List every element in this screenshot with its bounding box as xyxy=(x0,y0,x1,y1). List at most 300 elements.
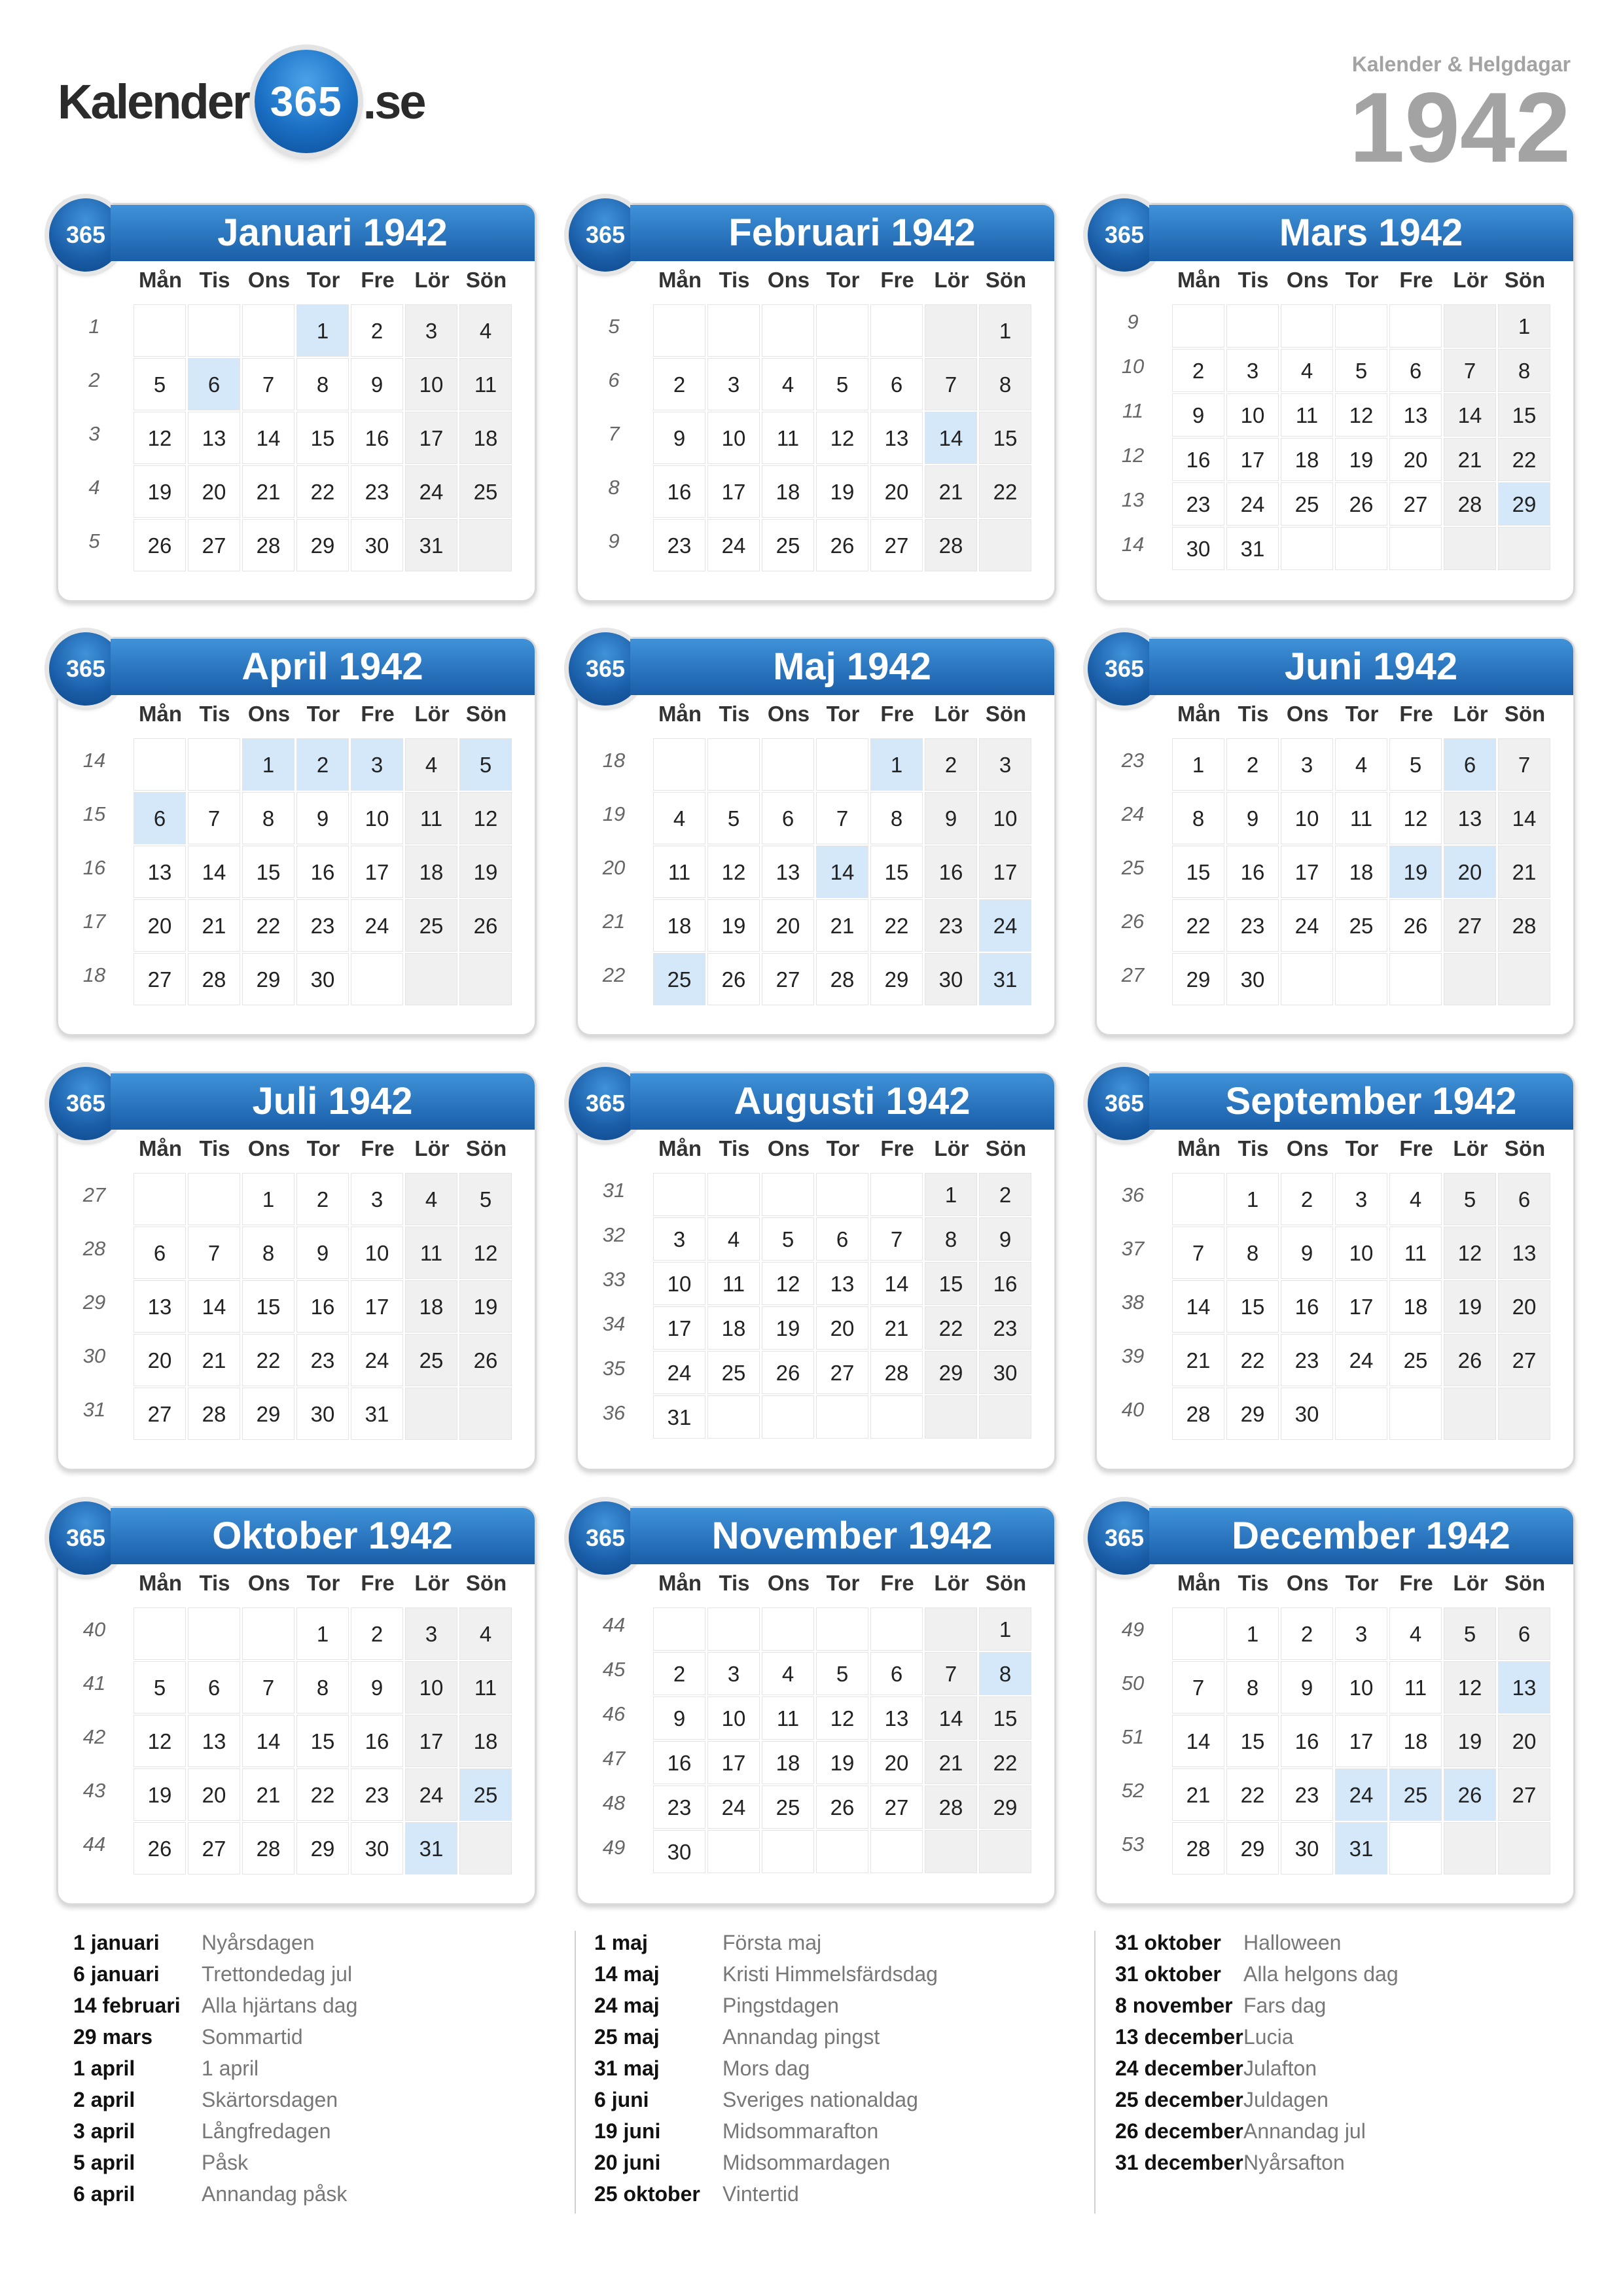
day-cell: 6 xyxy=(1498,1607,1550,1660)
day-cell: 14 xyxy=(870,1262,923,1305)
day-cell: 27 xyxy=(1498,1768,1550,1821)
weekday-header: Tor xyxy=(1345,1571,1379,1595)
day-cell: 21 xyxy=(925,1741,977,1784)
holiday-day-cell: 1 xyxy=(242,738,294,791)
holiday-date: 2 april xyxy=(73,2088,135,2111)
day-cell: 20 xyxy=(870,465,923,518)
holiday-day-cell: 1 xyxy=(296,304,349,357)
day-cell: 3 xyxy=(405,304,457,357)
month-title: September 1942 xyxy=(1149,1073,1573,1130)
day-cell: 4 xyxy=(653,792,705,844)
weekday-header: Fre xyxy=(880,702,914,726)
day-cell: 11 xyxy=(1389,1227,1442,1279)
day-cell: 28 xyxy=(242,519,294,571)
day-cell: 14 xyxy=(242,1715,294,1767)
empty-day-cell xyxy=(1226,304,1279,348)
page-header-right xyxy=(1349,52,1571,183)
month-title: Mars 1942 xyxy=(1149,205,1573,261)
holiday-day-cell: 20 xyxy=(1444,846,1496,898)
week-number: 32 xyxy=(602,1223,626,1246)
day-cell: 17 xyxy=(979,846,1031,898)
logo-word: Kalender xyxy=(58,74,249,129)
day-cell: 16 xyxy=(1226,846,1279,898)
day-cell: 3 xyxy=(653,1217,705,1261)
month-badge: 365 xyxy=(1088,1501,1161,1575)
day-cell: 24 xyxy=(1335,1334,1387,1386)
weekday-header: Ons xyxy=(1286,268,1329,292)
weekday-header: Ons xyxy=(247,702,291,726)
day-cell: 22 xyxy=(979,1741,1031,1784)
day-cell: 11 xyxy=(653,846,705,898)
day-cell: 1 xyxy=(925,1173,977,1216)
day-cell: 26 xyxy=(816,519,868,571)
day-cell: 4 xyxy=(405,1173,457,1225)
day-cell: 19 xyxy=(762,1306,814,1350)
holiday-entry xyxy=(73,1994,357,2025)
day-cell: 19 xyxy=(459,846,512,898)
day-cell: 5 xyxy=(134,358,186,410)
empty-day-cell xyxy=(459,519,512,571)
week-number: 3 xyxy=(88,422,100,445)
day-cell: 10 xyxy=(1335,1661,1387,1713)
day-cell: 29 xyxy=(979,1785,1031,1829)
day-cell: 7 xyxy=(242,358,294,410)
empty-day-cell xyxy=(134,304,186,357)
day-cell: 5 xyxy=(707,792,760,844)
month-block xyxy=(56,203,537,602)
weekday-header: Fre xyxy=(1399,1136,1433,1160)
holiday-date: 14 februari xyxy=(73,1994,181,2017)
day-cell: 1 xyxy=(979,304,1031,357)
day-cell: 1 xyxy=(1172,738,1224,791)
weekday-header: Lör xyxy=(934,268,969,292)
day-cell: 31 xyxy=(405,519,457,571)
day-cell: 30 xyxy=(653,1830,705,1873)
day-cell: 10 xyxy=(979,792,1031,844)
day-cell: 7 xyxy=(242,1661,294,1713)
day-cell: 19 xyxy=(816,465,868,518)
empty-day-cell xyxy=(816,1173,868,1216)
day-cell: 20 xyxy=(134,899,186,952)
empty-day-cell xyxy=(134,1173,186,1225)
day-cell: 12 xyxy=(1444,1661,1496,1713)
weekday-header: Tis xyxy=(719,1571,750,1595)
day-cell: 28 xyxy=(870,1351,923,1394)
day-cell: 28 xyxy=(188,1388,240,1440)
day-cell: 16 xyxy=(351,412,403,464)
day-cell: 12 xyxy=(134,412,186,464)
holiday-entry xyxy=(73,1962,357,1994)
site-logo[interactable] xyxy=(58,46,425,157)
empty-day-cell xyxy=(242,304,294,357)
holiday-name: Nyårsdagen xyxy=(202,1931,315,1954)
week-number: 17 xyxy=(82,910,106,933)
weekday-header: Mån xyxy=(139,702,182,726)
day-cell: 8 xyxy=(1498,349,1550,392)
holiday-day-cell: 3 xyxy=(351,738,403,791)
day-cell: 8 xyxy=(925,1217,977,1261)
holiday-entry xyxy=(73,2119,357,2151)
holiday-day-cell: 6 xyxy=(188,358,240,410)
empty-day-cell xyxy=(134,1607,186,1660)
empty-day-cell xyxy=(707,1830,760,1873)
week-number: 33 xyxy=(602,1268,626,1291)
empty-day-cell xyxy=(870,1607,923,1651)
week-number: 45 xyxy=(602,1658,626,1681)
empty-day-cell xyxy=(816,1830,868,1873)
day-cell: 24 xyxy=(1281,899,1333,952)
logo-domain: .se xyxy=(363,74,425,129)
week-number: 43 xyxy=(82,1779,106,1802)
holiday-day-cell: 6 xyxy=(134,792,186,844)
day-cell: 4 xyxy=(762,1652,814,1695)
day-cell: 19 xyxy=(1335,438,1387,481)
day-cell: 21 xyxy=(1498,846,1550,898)
holiday-entry xyxy=(1115,2088,1399,2119)
weekday-header: Sön xyxy=(465,268,507,292)
month-block xyxy=(576,1071,1056,1471)
day-cell: 29 xyxy=(1226,1822,1279,1874)
month-title: Juni 1942 xyxy=(1149,639,1573,695)
day-cell: 11 xyxy=(405,792,457,844)
day-cell: 27 xyxy=(870,1785,923,1829)
day-cell: 19 xyxy=(134,465,186,518)
day-cell: 3 xyxy=(1281,738,1333,791)
holiday-entry xyxy=(594,1994,938,2025)
weekday-header-row xyxy=(1097,1571,1573,1600)
day-cell: 7 xyxy=(925,358,977,410)
holiday-name: Sommartid xyxy=(202,2025,303,2049)
day-cell: 25 xyxy=(1389,1334,1442,1386)
day-cell: 10 xyxy=(707,412,760,464)
month-block xyxy=(56,1071,537,1471)
day-cell: 10 xyxy=(1226,393,1279,437)
empty-day-cell xyxy=(1335,953,1387,1005)
day-cell: 27 xyxy=(1444,899,1496,952)
empty-day-cell xyxy=(459,1388,512,1440)
weekday-header: Tor xyxy=(826,1571,860,1595)
day-cell: 6 xyxy=(870,358,923,410)
day-cell: 4 xyxy=(1389,1607,1442,1660)
day-cell: 26 xyxy=(816,1785,868,1829)
page-year: 1942 xyxy=(1349,72,1571,183)
day-cell: 20 xyxy=(188,1768,240,1821)
week-number: 23 xyxy=(1121,749,1145,772)
week-number: 22 xyxy=(602,963,626,986)
day-cell: 5 xyxy=(762,1217,814,1261)
empty-day-cell xyxy=(405,953,457,1005)
empty-day-cell xyxy=(351,953,403,1005)
day-cell: 19 xyxy=(134,1768,186,1821)
empty-day-cell xyxy=(1335,1388,1387,1440)
empty-day-cell xyxy=(1172,1607,1224,1660)
day-cell: 2 xyxy=(1172,349,1224,392)
weekday-header: Tor xyxy=(1345,268,1379,292)
day-cell: 5 xyxy=(1389,738,1442,791)
empty-day-cell xyxy=(1172,304,1224,348)
weekday-header: Ons xyxy=(767,1571,810,1595)
day-cell: 12 xyxy=(816,1696,868,1740)
day-cell: 22 xyxy=(979,465,1031,518)
month-title: November 1942 xyxy=(630,1508,1054,1564)
weekday-header-row xyxy=(1097,1136,1573,1165)
day-cell: 31 xyxy=(653,1395,705,1439)
weekday-header: Tis xyxy=(1238,1571,1269,1595)
day-cell: 26 xyxy=(1389,899,1442,952)
day-cell: 22 xyxy=(296,465,349,518)
week-number: 40 xyxy=(82,1618,106,1641)
day-cell: 5 xyxy=(1444,1173,1496,1225)
day-cell: 4 xyxy=(405,738,457,791)
day-cell: 20 xyxy=(1389,438,1442,481)
empty-day-cell xyxy=(762,1395,814,1439)
holiday-entry xyxy=(594,1962,938,1994)
day-cell: 11 xyxy=(1281,393,1333,437)
day-cell: 7 xyxy=(816,792,868,844)
empty-day-cell xyxy=(979,519,1031,571)
day-cell: 15 xyxy=(979,412,1031,464)
day-cell: 8 xyxy=(296,358,349,410)
day-cell: 15 xyxy=(242,1280,294,1333)
day-cell: 15 xyxy=(979,1696,1031,1740)
day-cell: 1 xyxy=(1226,1607,1279,1660)
empty-day-cell xyxy=(1389,1388,1442,1440)
empty-day-cell xyxy=(653,1173,705,1216)
holiday-name: Långfredagen xyxy=(202,2119,331,2143)
day-cell: 23 xyxy=(296,899,349,952)
day-cell: 9 xyxy=(925,792,977,844)
day-cell: 17 xyxy=(1226,438,1279,481)
day-cell: 11 xyxy=(459,358,512,410)
holiday-day-cell: 14 xyxy=(925,412,977,464)
holiday-date: 31 oktober xyxy=(1115,1962,1221,1986)
day-cell: 19 xyxy=(816,1741,868,1784)
empty-day-cell xyxy=(1335,527,1387,570)
month-title: Augusti 1942 xyxy=(630,1073,1054,1130)
day-cell: 16 xyxy=(979,1262,1031,1305)
day-cell: 16 xyxy=(1281,1715,1333,1767)
week-number: 19 xyxy=(602,802,626,825)
day-cell: 8 xyxy=(296,1661,349,1713)
day-cell: 4 xyxy=(1389,1173,1442,1225)
day-cell: 21 xyxy=(1172,1768,1224,1821)
holiday-entry xyxy=(1115,2119,1399,2151)
holiday-date: 29 mars xyxy=(73,2025,152,2049)
day-cell: 22 xyxy=(1172,899,1224,952)
day-cell: 14 xyxy=(1172,1715,1224,1767)
weekday-header: Mån xyxy=(658,268,702,292)
empty-day-cell xyxy=(870,1395,923,1439)
month-title: Oktober 1942 xyxy=(111,1508,535,1564)
weekday-header-row xyxy=(58,268,535,296)
day-cell: 23 xyxy=(925,899,977,952)
day-cell: 14 xyxy=(242,412,294,464)
weekday-header: Ons xyxy=(1286,1136,1329,1160)
day-cell: 11 xyxy=(762,412,814,464)
day-cell: 10 xyxy=(351,792,403,844)
holiday-entry xyxy=(1115,2056,1399,2088)
weekday-header: Ons xyxy=(767,1136,810,1160)
weekday-header: Sön xyxy=(465,1571,507,1595)
month-block xyxy=(1095,203,1575,602)
day-cell: 1 xyxy=(979,1607,1031,1651)
month-title: Februari 1942 xyxy=(630,205,1054,261)
weekday-header: Ons xyxy=(247,268,291,292)
day-cell: 28 xyxy=(816,953,868,1005)
holiday-day-cell: 31 xyxy=(405,1822,457,1874)
holiday-entry xyxy=(1115,1962,1399,1994)
day-cell: 5 xyxy=(816,1652,868,1695)
day-cell: 26 xyxy=(459,1334,512,1386)
day-cell: 18 xyxy=(459,1715,512,1767)
weekday-header: Sön xyxy=(985,1571,1027,1595)
holiday-entry xyxy=(594,1931,938,1962)
empty-day-cell xyxy=(1498,1822,1550,1874)
day-cell: 13 xyxy=(1389,393,1442,437)
day-cell: 7 xyxy=(870,1217,923,1261)
day-cell: 19 xyxy=(459,1280,512,1333)
weekday-header: Mån xyxy=(139,1136,182,1160)
week-number: 40 xyxy=(1121,1398,1145,1421)
holiday-entry xyxy=(594,2151,938,2182)
day-cell: 22 xyxy=(1498,438,1550,481)
month-badge: 365 xyxy=(49,1067,122,1140)
day-cell: 8 xyxy=(979,358,1031,410)
weekday-header: Tor xyxy=(1345,1136,1379,1160)
day-cell: 5 xyxy=(816,358,868,410)
weekday-header: Sön xyxy=(1504,702,1546,726)
weekday-header: Ons xyxy=(767,268,810,292)
month-block xyxy=(1095,637,1575,1036)
week-number: 44 xyxy=(602,1613,626,1636)
holiday-day-cell: 26 xyxy=(1444,1768,1496,1821)
day-cell: 17 xyxy=(1335,1280,1387,1333)
day-cell: 16 xyxy=(925,846,977,898)
day-cell: 4 xyxy=(707,1217,760,1261)
day-cell: 9 xyxy=(1172,393,1224,437)
day-cell: 18 xyxy=(653,899,705,952)
month-badge: 365 xyxy=(569,1501,642,1575)
holiday-name: Påsk xyxy=(202,2151,249,2174)
week-number: 34 xyxy=(602,1312,626,1335)
day-cell: 8 xyxy=(1226,1661,1279,1713)
day-cell: 21 xyxy=(925,465,977,518)
day-cell: 23 xyxy=(351,465,403,518)
day-cell: 12 xyxy=(762,1262,814,1305)
weekday-header: Fre xyxy=(1399,1571,1433,1595)
day-cell: 21 xyxy=(188,1334,240,1386)
weekday-header: Fre xyxy=(361,1136,395,1160)
day-cell: 13 xyxy=(1498,1227,1550,1279)
day-cell: 29 xyxy=(925,1351,977,1394)
day-cell: 27 xyxy=(134,953,186,1005)
week-number: 26 xyxy=(1121,910,1145,933)
weekday-header: Tor xyxy=(826,1136,860,1160)
weekday-header: Fre xyxy=(880,1571,914,1595)
day-cell: 11 xyxy=(1335,792,1387,844)
holiday-day-cell: 25 xyxy=(459,1768,512,1821)
weekday-header: Mån xyxy=(139,268,182,292)
holiday-name: Midsommarafton xyxy=(722,2119,879,2143)
holiday-date: 24 maj xyxy=(594,1994,660,2017)
holiday-date: 31 oktober xyxy=(1115,1931,1221,1954)
day-cell: 13 xyxy=(188,1715,240,1767)
day-cell: 8 xyxy=(242,1227,294,1279)
weekday-header: Mån xyxy=(658,702,702,726)
logo-number-badge: 365 xyxy=(255,50,358,153)
holiday-date: 6 juni xyxy=(594,2088,649,2111)
day-cell: 3 xyxy=(405,1607,457,1660)
weekday-header-row xyxy=(578,1136,1054,1165)
empty-day-cell xyxy=(816,1395,868,1439)
day-cell: 18 xyxy=(762,1741,814,1784)
day-cell: 22 xyxy=(870,899,923,952)
day-cell: 10 xyxy=(653,1262,705,1305)
day-cell: 13 xyxy=(134,846,186,898)
empty-day-cell xyxy=(1389,304,1442,348)
weekday-header: Mån xyxy=(139,1571,182,1595)
holiday-name: Nyårsafton xyxy=(1243,2151,1345,2174)
week-number: 6 xyxy=(608,368,620,391)
week-number: 36 xyxy=(602,1401,626,1424)
day-cell: 29 xyxy=(1226,1388,1279,1440)
day-cell: 18 xyxy=(1335,846,1387,898)
month-block xyxy=(576,1506,1056,1905)
weekday-header-row xyxy=(578,702,1054,730)
weekday-header: Lör xyxy=(414,1136,450,1160)
holiday-day-cell: 8 xyxy=(979,1652,1031,1695)
holiday-date: 31 december xyxy=(1115,2151,1243,2174)
weekday-header: Ons xyxy=(767,702,810,726)
week-number: 46 xyxy=(602,1702,626,1725)
day-cell: 3 xyxy=(707,358,760,410)
empty-day-cell xyxy=(459,953,512,1005)
day-cell: 9 xyxy=(296,1227,349,1279)
weekday-header: Tis xyxy=(719,1136,750,1160)
day-cell: 9 xyxy=(653,1696,705,1740)
week-number: 27 xyxy=(1121,963,1145,986)
weekday-header: Lör xyxy=(414,1571,450,1595)
day-cell: 20 xyxy=(816,1306,868,1350)
day-cell: 15 xyxy=(870,846,923,898)
day-cell: 4 xyxy=(1281,349,1333,392)
empty-day-cell xyxy=(1281,953,1333,1005)
day-cell: 29 xyxy=(242,953,294,1005)
day-cell: 8 xyxy=(870,792,923,844)
weekday-header: Tor xyxy=(1345,702,1379,726)
weekday-header: Lör xyxy=(1453,702,1488,726)
month-badge: 365 xyxy=(49,1501,122,1575)
day-cell: 28 xyxy=(925,519,977,571)
day-cell: 24 xyxy=(707,519,760,571)
holiday-entry xyxy=(73,2056,357,2088)
day-cell: 2 xyxy=(296,1173,349,1225)
weekday-header: Tis xyxy=(199,268,230,292)
day-cell: 7 xyxy=(1172,1227,1224,1279)
weekday-header: Lör xyxy=(1453,1136,1488,1160)
day-cell: 8 xyxy=(242,792,294,844)
day-cell: 19 xyxy=(1444,1280,1496,1333)
week-number: 51 xyxy=(1121,1725,1145,1748)
day-cell: 2 xyxy=(1226,738,1279,791)
week-number: 27 xyxy=(82,1183,106,1206)
day-cell: 19 xyxy=(1444,1715,1496,1767)
holiday-date: 6 april xyxy=(73,2182,135,2206)
month-block xyxy=(1095,1506,1575,1905)
weekday-header: Tis xyxy=(199,1571,230,1595)
week-number: 8 xyxy=(608,476,620,499)
day-cell: 17 xyxy=(653,1306,705,1350)
